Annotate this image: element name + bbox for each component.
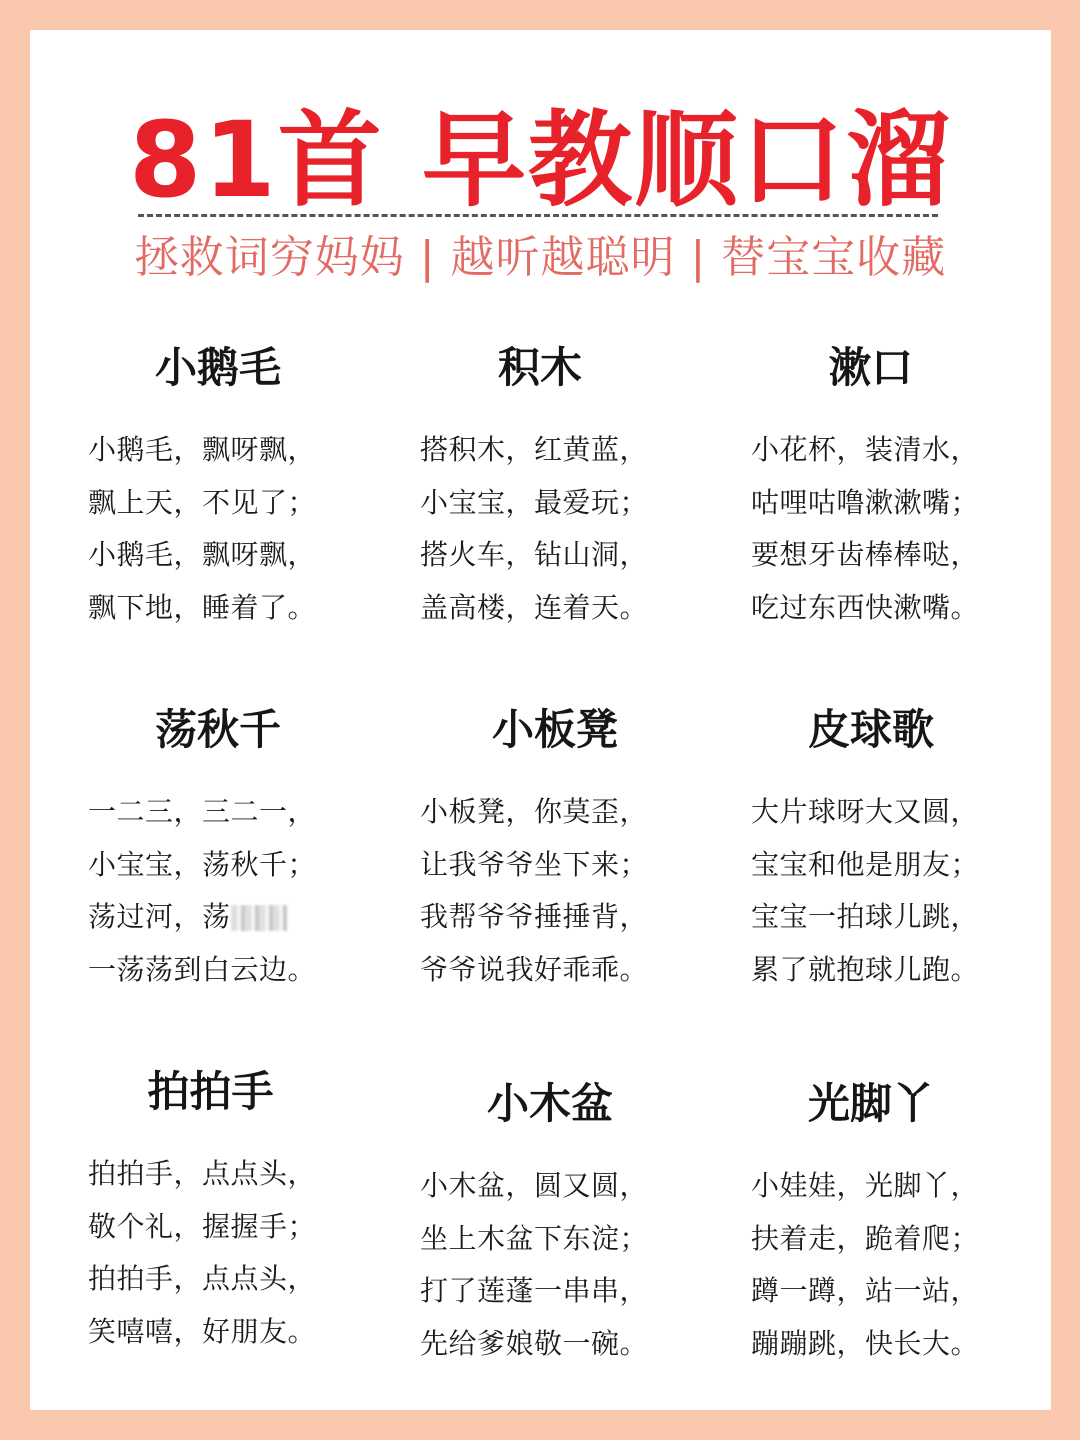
- poem-lines: [88, 786, 388, 996]
- poem-line-text: 荡过河，荡: [88, 900, 231, 933]
- poem-line: 小木盆，圆又圆，: [420, 1169, 649, 1202]
- poem-lines: [88, 1148, 388, 1358]
- poem-line: 笑嘻嘻，好朋友。: [88, 1314, 317, 1348]
- page-card: [30, 30, 1051, 1410]
- poem-line: 小宝宝，最爱玩；: [420, 485, 649, 519]
- poem-lines: [751, 786, 1051, 996]
- poem-line: 咕哩咕噜漱漱嘴；: [751, 485, 980, 519]
- poem-line: 打了莲蓬一串串，: [420, 1274, 649, 1307]
- poem-lines: [420, 424, 720, 634]
- poem-title: 积木: [497, 343, 582, 392]
- poem-line: 小鹅毛，飘呀飘，: [88, 433, 317, 466]
- poem-line: 一荡荡到白云边。: [88, 952, 317, 986]
- dashed-divider: [138, 214, 938, 217]
- poem-line-partially-obscured: [88, 891, 388, 944]
- poem-title: 小木盆: [486, 1079, 613, 1128]
- poem-line: 蹲一蹲，站一站，: [751, 1274, 980, 1307]
- poem-line: 让我爷爷坐下来；: [420, 847, 649, 881]
- poem-line: 拍拍手，点点头，: [88, 1262, 317, 1295]
- poem-line: 搭积木，红黄蓝，: [420, 433, 649, 466]
- poem-lines: [751, 1160, 1051, 1370]
- poem-lines: [420, 1160, 720, 1370]
- poem-title: 皮球歌: [807, 705, 934, 754]
- poem-title: 小板凳: [491, 705, 618, 754]
- poem-title: 光脚丫: [807, 1079, 934, 1128]
- poem-line: 盖高楼，连着天。: [420, 590, 649, 624]
- poem-line: 累了就抱球儿跑。: [751, 952, 980, 986]
- poem-card-xiao-mu-pen: [420, 1076, 720, 1370]
- poem-line: 飘上天，不见了；: [88, 485, 317, 519]
- poem-line: 先给爹娘敬一碗。: [420, 1326, 649, 1360]
- poem-line: 爷爷说我好乖乖。: [420, 952, 649, 986]
- poem-line: 敬个礼，握握手；: [88, 1209, 317, 1243]
- poem-lines: [88, 424, 388, 634]
- poem-line: 我帮爷爷捶捶背，: [420, 900, 649, 933]
- poem-lines: [420, 786, 720, 996]
- poem-line: 搭火车，钻山洞，: [420, 538, 649, 571]
- poem-lines: [751, 424, 1051, 634]
- poem-line: 小鹅毛，飘呀飘，: [88, 538, 317, 571]
- poem-line: 吃过东西快漱嘴。: [751, 590, 980, 624]
- poem-line: 拍拍手，点点头，: [88, 1157, 317, 1190]
- poem-line: 要想牙齿棒棒哒，: [751, 538, 980, 571]
- poem-card-ji-mu: [420, 340, 720, 634]
- poem-card-dang-qiu-qian: [88, 702, 388, 996]
- poem-title: 小鹅毛: [154, 343, 281, 392]
- poem-line: 大片球呀大又圆，: [751, 795, 980, 828]
- poem-card-pai-pai-shou: [88, 1064, 388, 1358]
- page-subtitle: 拯救词穷妈妈 | 越听越聪明 | 替宝宝收藏: [134, 232, 947, 283]
- poem-line: 小板凳，你莫歪，: [420, 795, 649, 828]
- poem-line: 宝宝一拍球儿跳，: [751, 900, 980, 933]
- poem-card-xiao-ban-deng: [420, 702, 720, 996]
- poem-line: 飘下地，睡着了。: [88, 590, 317, 624]
- poem-card-xiao-e-mao: [88, 340, 388, 634]
- poem-title: 拍拍手: [147, 1067, 274, 1116]
- poem-line: 小娃娃，光脚丫，: [751, 1169, 980, 1202]
- poem-line: 扶着走，跪着爬；: [751, 1221, 980, 1255]
- poem-line: 一二三，三二一，: [88, 795, 317, 828]
- poem-line: 小宝宝，荡秋千；: [88, 847, 317, 881]
- page-title: 81首 早教顺口溜: [129, 99, 952, 221]
- poem-card-pi-qiu-ge: [751, 702, 1051, 996]
- poem-line: 蹦蹦跳，快长大。: [751, 1326, 980, 1360]
- poem-line: 宝宝和他是朋友；: [751, 847, 980, 881]
- poem-line: 小花杯，装清水，: [751, 433, 980, 466]
- poem-title: 漱口: [828, 343, 913, 392]
- poem-card-guang-jiao-ya: [751, 1076, 1051, 1370]
- poem-line: 坐上木盆下东淀；: [420, 1221, 649, 1255]
- blurred-text-region: [231, 905, 287, 931]
- poem-card-shu-kou: [751, 340, 1051, 634]
- poem-title: 荡秋千: [154, 705, 281, 754]
